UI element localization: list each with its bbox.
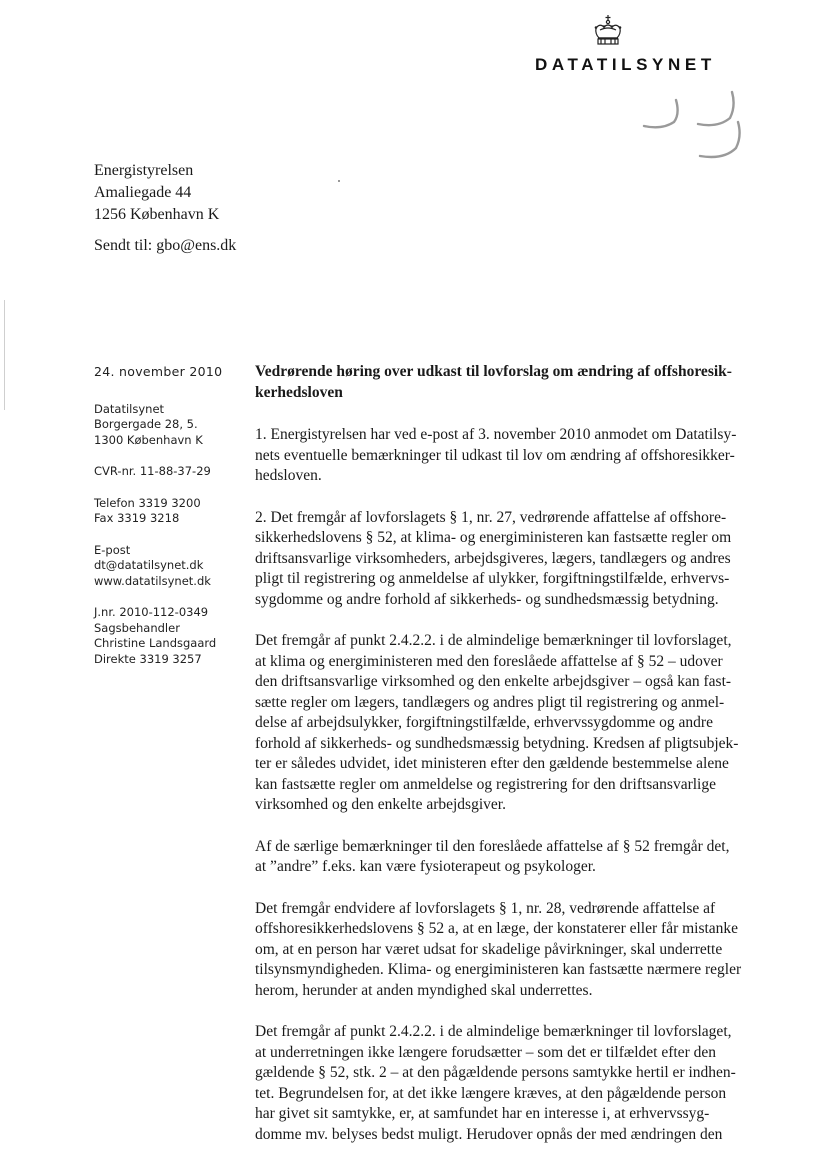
text-line: virksomhed og den enkelte arbejdsgiver. xyxy=(255,796,506,813)
text-line: 1. Energistyrelsen har ved e-post af 3. november 2010 anmodet om Datatilsy- xyxy=(255,426,737,443)
recipient-line: Amaliegade 44 xyxy=(94,184,192,201)
letter-date: 24. november 2010 xyxy=(94,364,223,379)
text-line: offshoresikkerhedslovens § 52 a, at en læge, der konstaterer eller får mistanke xyxy=(255,920,739,937)
text-line: gældende § 52, stk. 2 – at den pågældende persons samtykke hertil er indhen- xyxy=(255,1064,736,1081)
sender-address xyxy=(94,402,244,449)
text-line: hedsloven. xyxy=(255,467,322,484)
fax-line: Fax 3319 3218 xyxy=(94,511,180,525)
text-line: driftsansvarlige virksomheders, arbejdsgiveres, lægers, tandlægers og andres xyxy=(255,549,731,567)
text-line: ter er således udvidet, idet ministeren efter den gældende bestemmelse alene xyxy=(255,755,729,772)
paragraph-5 xyxy=(255,899,795,1002)
scan-speck xyxy=(338,180,340,182)
text-line: at ”andre” f.eks. kan være fysioterapeut og psykologer. xyxy=(255,858,596,875)
recipient-line: 1256 København K xyxy=(94,206,220,223)
text-line: den driftsansvarlige virksomhed og den enkelte arbejdsgiver – også kan fast- xyxy=(255,673,732,690)
sent-to-line: Sendt til: gbo@ens.dk xyxy=(94,237,237,254)
cvr-number: CVR-nr. 11-88-37-29 xyxy=(94,464,211,478)
text-line: pligt til registrering og anmeldelse af ulykker, forgiftningstilfælde, erhvervs- xyxy=(255,570,730,587)
text-line: Det fremgår endvidere af lovforslagets § 1, nr. 28, vedrørende affattelse af xyxy=(255,899,716,917)
text-line: forhold af sikkerheds- og sundhedsmæssig betydning. Kredsen af pligtsubjek- xyxy=(255,734,739,752)
letter-heading xyxy=(255,362,795,403)
sender-sidebar xyxy=(94,364,244,683)
crown-icon xyxy=(591,14,625,48)
sender-address-line: Borgergade 28, 5. xyxy=(94,417,198,431)
datatilsynet-logo xyxy=(535,55,765,75)
letter-body xyxy=(255,362,795,1166)
text-line: kan fastsætte regler om anmeldelse og registrering for den driftsansvarlige xyxy=(255,775,716,793)
email-address: dt@datatilsynet.dk xyxy=(94,558,204,572)
text-line: domme mv. belyses bedst muligt. Herudover opnås der med ændringen den xyxy=(255,1125,723,1143)
case-block xyxy=(94,605,244,667)
paragraph-4 xyxy=(255,837,795,878)
paragraph-3 xyxy=(255,631,795,816)
text-line: tet. Begrundelsen for, at det ikke længere kræves, at den pågældende person xyxy=(255,1084,727,1102)
text-line: tilsynsmyndigheden. Klima- og energiministeren kan fastsætte nærmere regler xyxy=(255,961,742,978)
case-handler-name: Christine Landsgaard xyxy=(94,636,217,650)
text-line: delse af arbejdsulykker, forgiftningstilfælde, erhvervssygdomme og andre xyxy=(255,714,713,731)
text-line: sætte regler om lægers, tandlægers og andres pligt til registrering og anmel- xyxy=(255,693,725,711)
paragraph-2 xyxy=(255,508,795,611)
text-line: at underretningen ikke længere forudsætter – som det er tilfældet efter den xyxy=(255,1043,716,1061)
email-label: E-post xyxy=(94,542,131,557)
paragraph-6 xyxy=(255,1022,795,1145)
text-line: Det fremgår af punkt 2.4.2.2. i de almindelige bemærkninger til lovforslaget, xyxy=(255,1023,732,1040)
text-line: sikkerhedslovens § 52, at klima- og energiministeren kan fastsætte regler om xyxy=(255,529,732,546)
email-block xyxy=(94,543,244,590)
text-line: herom, herunder at anden myndighed skal underrettes. xyxy=(255,981,593,999)
heading-line: kerhedsloven xyxy=(255,383,343,401)
text-line: 2. Det fremgår af lovforslagets § 1, nr. 27, vedrørende affattelse af offshore- xyxy=(255,508,727,526)
direct-phone: Direkte 3319 3257 xyxy=(94,651,202,666)
recipient-address xyxy=(94,160,219,226)
logo-text: DATATILSYNET xyxy=(535,55,716,74)
sender-address-line: Datatilsynet xyxy=(94,401,165,416)
phone-line: Telefon 3319 3200 xyxy=(94,495,201,510)
text-line: at klima og energiministeren med den foreslåede affattelse af § 52 – udover xyxy=(255,652,723,670)
case-handler-label: Sagsbehandler xyxy=(94,620,180,635)
text-line: sygdomme og andre forhold af sikkerheds- og sundhedsmæssig betydning. xyxy=(255,590,719,608)
phone-block xyxy=(94,496,244,527)
text-line: har givet sit samtykke, er, at samfundet har en interesse i, at erhvervssyg- xyxy=(255,1105,710,1122)
handwritten-mark-icon xyxy=(640,88,760,168)
text-line: Det fremgår af punkt 2.4.2.2. i de almindelige bemærkninger til lovforslaget, xyxy=(255,632,732,649)
recipient-line: Energistyrelsen xyxy=(94,162,194,179)
heading-line: Vedrørende høring over udkast til lovforslag om ændring af offshoresik- xyxy=(255,363,732,380)
text-line: om, at en person har været udsat for skadelige påvirkninger, skal underrette xyxy=(255,940,723,958)
scan-edge-line xyxy=(4,300,5,410)
paragraph-1 xyxy=(255,425,795,487)
website-address: www.datatilsynet.dk xyxy=(94,573,211,588)
case-number: J.nr. 2010-112-0349 xyxy=(94,605,209,619)
text-line: Af de særlige bemærkninger til den foreslåede affattelse af § 52 fremgår det, xyxy=(255,837,730,855)
sender-address-line: 1300 København K xyxy=(94,432,203,447)
text-line: nets eventuelle bemærkninger til udkast til lov om ændring af offshoresikker- xyxy=(255,446,735,464)
